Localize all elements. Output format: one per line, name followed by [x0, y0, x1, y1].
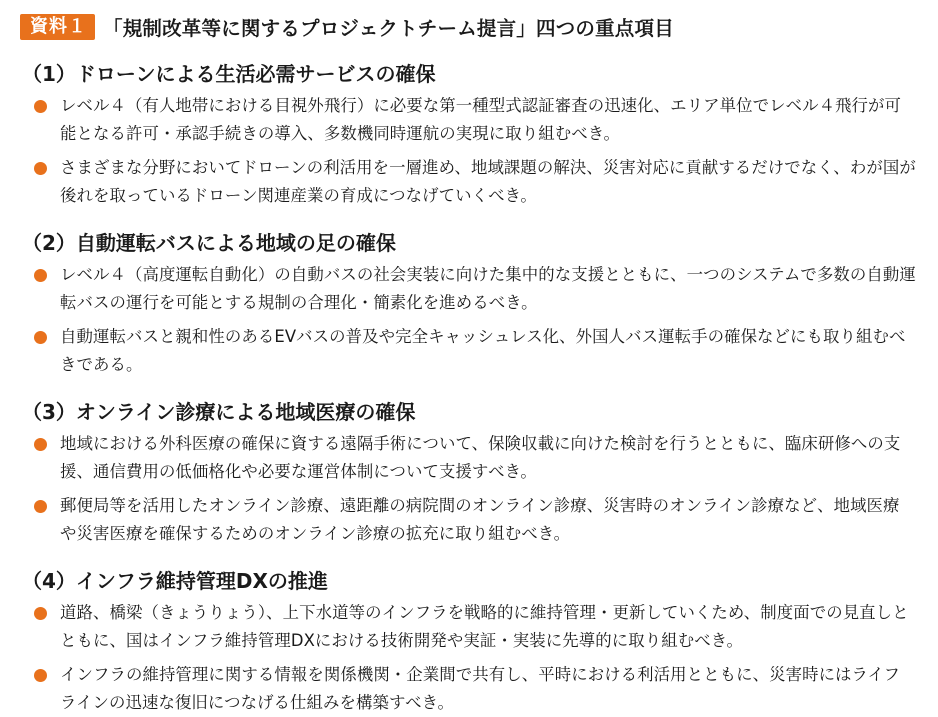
list-item — [20, 92, 916, 148]
list-item-text: インフラの維持管理に関する情報を関係機関・企業間で共有し、平時における利活用とともに、災害時にはライフラインの迅速な復旧につなげる仕組みを構築すべき。 — [60, 665, 901, 712]
list-item — [20, 261, 916, 317]
section-autonomous-bus — [20, 230, 916, 379]
section-heading: （3）オンライン診療による地域医療の確保 — [22, 400, 416, 424]
list-item-text: 郵便局等を活用したオンライン診療、遠距離の病院間のオンライン診療、災害時のオンライン診療など、地域医療や災害医療を確保するためのオンライン診療の拡充に取り組むべき。 — [60, 496, 900, 543]
bullet-dot-icon — [34, 669, 47, 682]
list-item-text: 自動運転バスと親和性のあるEVバスの普及や完全キャッシュレス化、外国人バス運転手の確保などにも取り組むべきである。 — [60, 327, 906, 374]
bullet-dot-icon — [34, 500, 47, 513]
list-item-text: 道路、橋梁（きょうりょう）、上下水道等のインフラを戦略的に維持管理・更新していくため、制度面での見直しとともに、国はインフラ維持管理DXにおける技術開発や実証・実装に先導的に取り組むべき。 — [60, 603, 909, 650]
bullet-dot-icon — [34, 269, 47, 282]
list-item — [20, 492, 916, 548]
list-item-text: レベル４（有人地帯における目視外飛行）に必要な第一種型式認証審査の迅速化、エリア単位でレベル４飛行が可能となる許可・承認手続きの導入、多数機同時運航の実現に取り組むべき。 — [60, 96, 902, 143]
document-title: 「規制改革等に関するプロジェクトチーム提言」四つの重点項目 — [103, 17, 674, 40]
list-item — [20, 323, 916, 379]
bullet-dot-icon — [34, 438, 47, 451]
section-infrastructure-dx — [20, 568, 916, 717]
material-tag: 資料１ — [20, 14, 95, 40]
section-heading: （2）自動運転バスによる地域の足の確保 — [22, 231, 396, 255]
list-item — [20, 661, 916, 717]
list-item-text: レベル４（高度運転自動化）の自動バスの社会実装に向けた集中的な支援とともに、一つのシステムで多数の自動運転バスの運行を可能とする規制の合理化・簡素化を進めるべき。 — [60, 265, 916, 312]
section-online-medical — [20, 399, 916, 548]
list-item — [20, 430, 916, 486]
list-item-text: 地域における外科医療の確保に資する遠隔手術について、保険収載に向けた検討を行うとともに、臨床研修への支援、通信費用の低価格化や必要な運営体制について支援すべき。 — [60, 434, 901, 481]
list-item — [20, 154, 916, 210]
list-item — [20, 599, 916, 655]
bullet-dot-icon — [34, 607, 47, 620]
bullet-dot-icon — [34, 162, 47, 175]
section-heading: （1）ドローンによる生活必需サービスの確保 — [22, 62, 436, 86]
section-drone — [20, 61, 916, 210]
section-heading: （4）インフラ維持管理DXの推進 — [22, 569, 328, 593]
list-item-text: さまざまな分野においてドローンの利活用を一層進め、地域課題の解決、災害対応に貢献するだけでなく、わが国が後れを取っているドローン関連産業の育成につなげていくべき。 — [60, 158, 916, 205]
document-header — [20, 12, 916, 42]
bullet-dot-icon — [34, 331, 47, 344]
bullet-dot-icon — [34, 100, 47, 113]
